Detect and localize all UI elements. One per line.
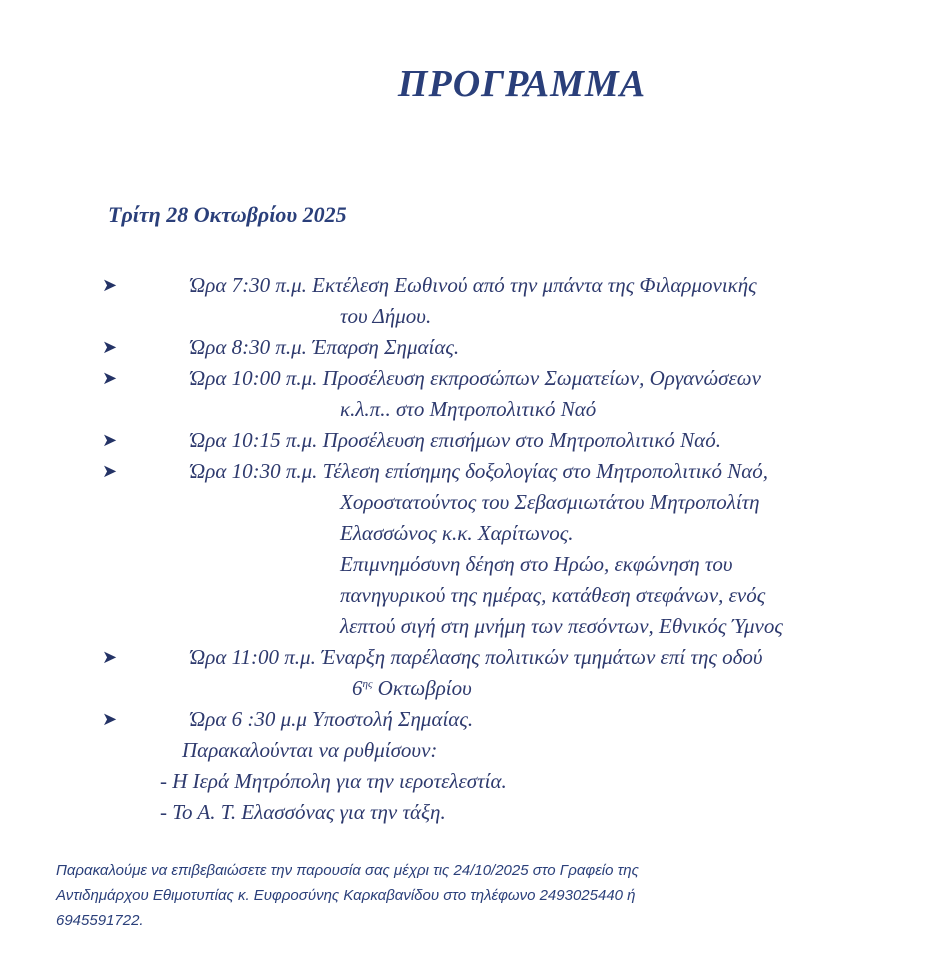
footer-line: Αντιδημάρχου Εθιμοτυπίας κ. Ευφροσύνης Καρκαβανίδου στο τηλέφωνο 2493025440 ή bbox=[56, 887, 636, 904]
program-list bbox=[0, 270, 934, 828]
item-text: Ώρα 11:00 π.μ. Έναρξη παρέλασης πολιτικών τμημάτων επί της οδού bbox=[190, 645, 763, 669]
item-text: Ώρα 7:30 π.μ. Εκτέλεση Εωθινού από την μπάντα της Φιλαρμονικής bbox=[190, 273, 757, 297]
list-item bbox=[0, 425, 934, 456]
item-continuation: Επιμνημόσυνη δέηση στο Ηρώο, εκφώνηση του bbox=[340, 552, 733, 576]
item-continuation: του Δήμου. bbox=[340, 304, 432, 328]
item-continuation: πανηγυρικού της ημέρας, κατάθεση στεφάνων, ενός bbox=[340, 583, 766, 607]
footer-line: 6945591722. bbox=[56, 912, 144, 929]
item-continuation: Ελασσώνος κ.κ. Χαρίτωνος. bbox=[340, 521, 574, 545]
arrow-bullet-icon: ➤ bbox=[102, 709, 118, 729]
item-text: Ώρα 8:30 π.μ. Έπαρση Σημαίας. bbox=[190, 335, 460, 359]
footer-note bbox=[56, 858, 886, 933]
item-continuation: $6^{\eta\varsigma}$ Οκτωβρίου bbox=[352, 676, 472, 700]
item-text: Ώρα 10:00 π.μ. Προσέλευση εκπροσώπων Σωματείων, Οργανώσεων bbox=[190, 366, 761, 390]
arrow-bullet-icon: ➤ bbox=[102, 461, 118, 481]
list-item bbox=[0, 332, 934, 363]
arrow-bullet-icon: ➤ bbox=[102, 275, 118, 295]
list-item bbox=[0, 456, 934, 487]
dash-item: - Η Ιερά Μητρόπολη για την ιεροτελεστία. bbox=[160, 769, 507, 793]
list-item bbox=[0, 642, 934, 673]
list-item bbox=[0, 270, 934, 301]
item-continuation: κ.λ.π.. στο Μητροπολιτικό Ναό bbox=[340, 397, 597, 421]
dash-item: - Το Α. Τ. Ελασσόνας για την τάξη. bbox=[160, 800, 446, 824]
item-continuation: λεπτού σιγή στη μνήμη των πεσόντων, Εθνικός Ύμνος bbox=[340, 614, 783, 638]
item-text: Ώρα 10:30 π.μ. Τέλεση επίσημης δοξολογίας στο Μητροπολιτικό Ναό, bbox=[190, 459, 769, 483]
item-continuation: Χοροστατούντος του Σεβασμιωτάτου Μητροπολίτη bbox=[340, 490, 760, 514]
arrow-bullet-icon: ➤ bbox=[102, 430, 118, 450]
note-text: Παρακαλούνται να ρυθμίσουν: bbox=[182, 738, 438, 762]
event-date: Τρίτη 28 Οκτωβρίου 2025 bbox=[108, 202, 347, 227]
arrow-bullet-icon: ➤ bbox=[102, 368, 118, 388]
list-item bbox=[0, 363, 934, 394]
item-text: Ώρα 10:15 π.μ. Προσέλευση επισήμων στο Μητροπολιτικό Ναό. bbox=[190, 428, 721, 452]
arrow-bullet-icon: ➤ bbox=[102, 337, 118, 357]
list-item bbox=[0, 704, 934, 735]
footer-line: Παρακαλούμε να επιβεβαιώσετε την παρουσία σας μέχρι τις 24/10/2025 στο Γραφείο της bbox=[56, 862, 639, 879]
arrow-bullet-icon: ➤ bbox=[102, 647, 118, 667]
item-text: Ώρα 6 :30 μ.μ Υποστολή Σημαίας. bbox=[190, 707, 474, 731]
page-title: ΠΡΟΓΡΑΜΜΑ bbox=[397, 63, 647, 105]
